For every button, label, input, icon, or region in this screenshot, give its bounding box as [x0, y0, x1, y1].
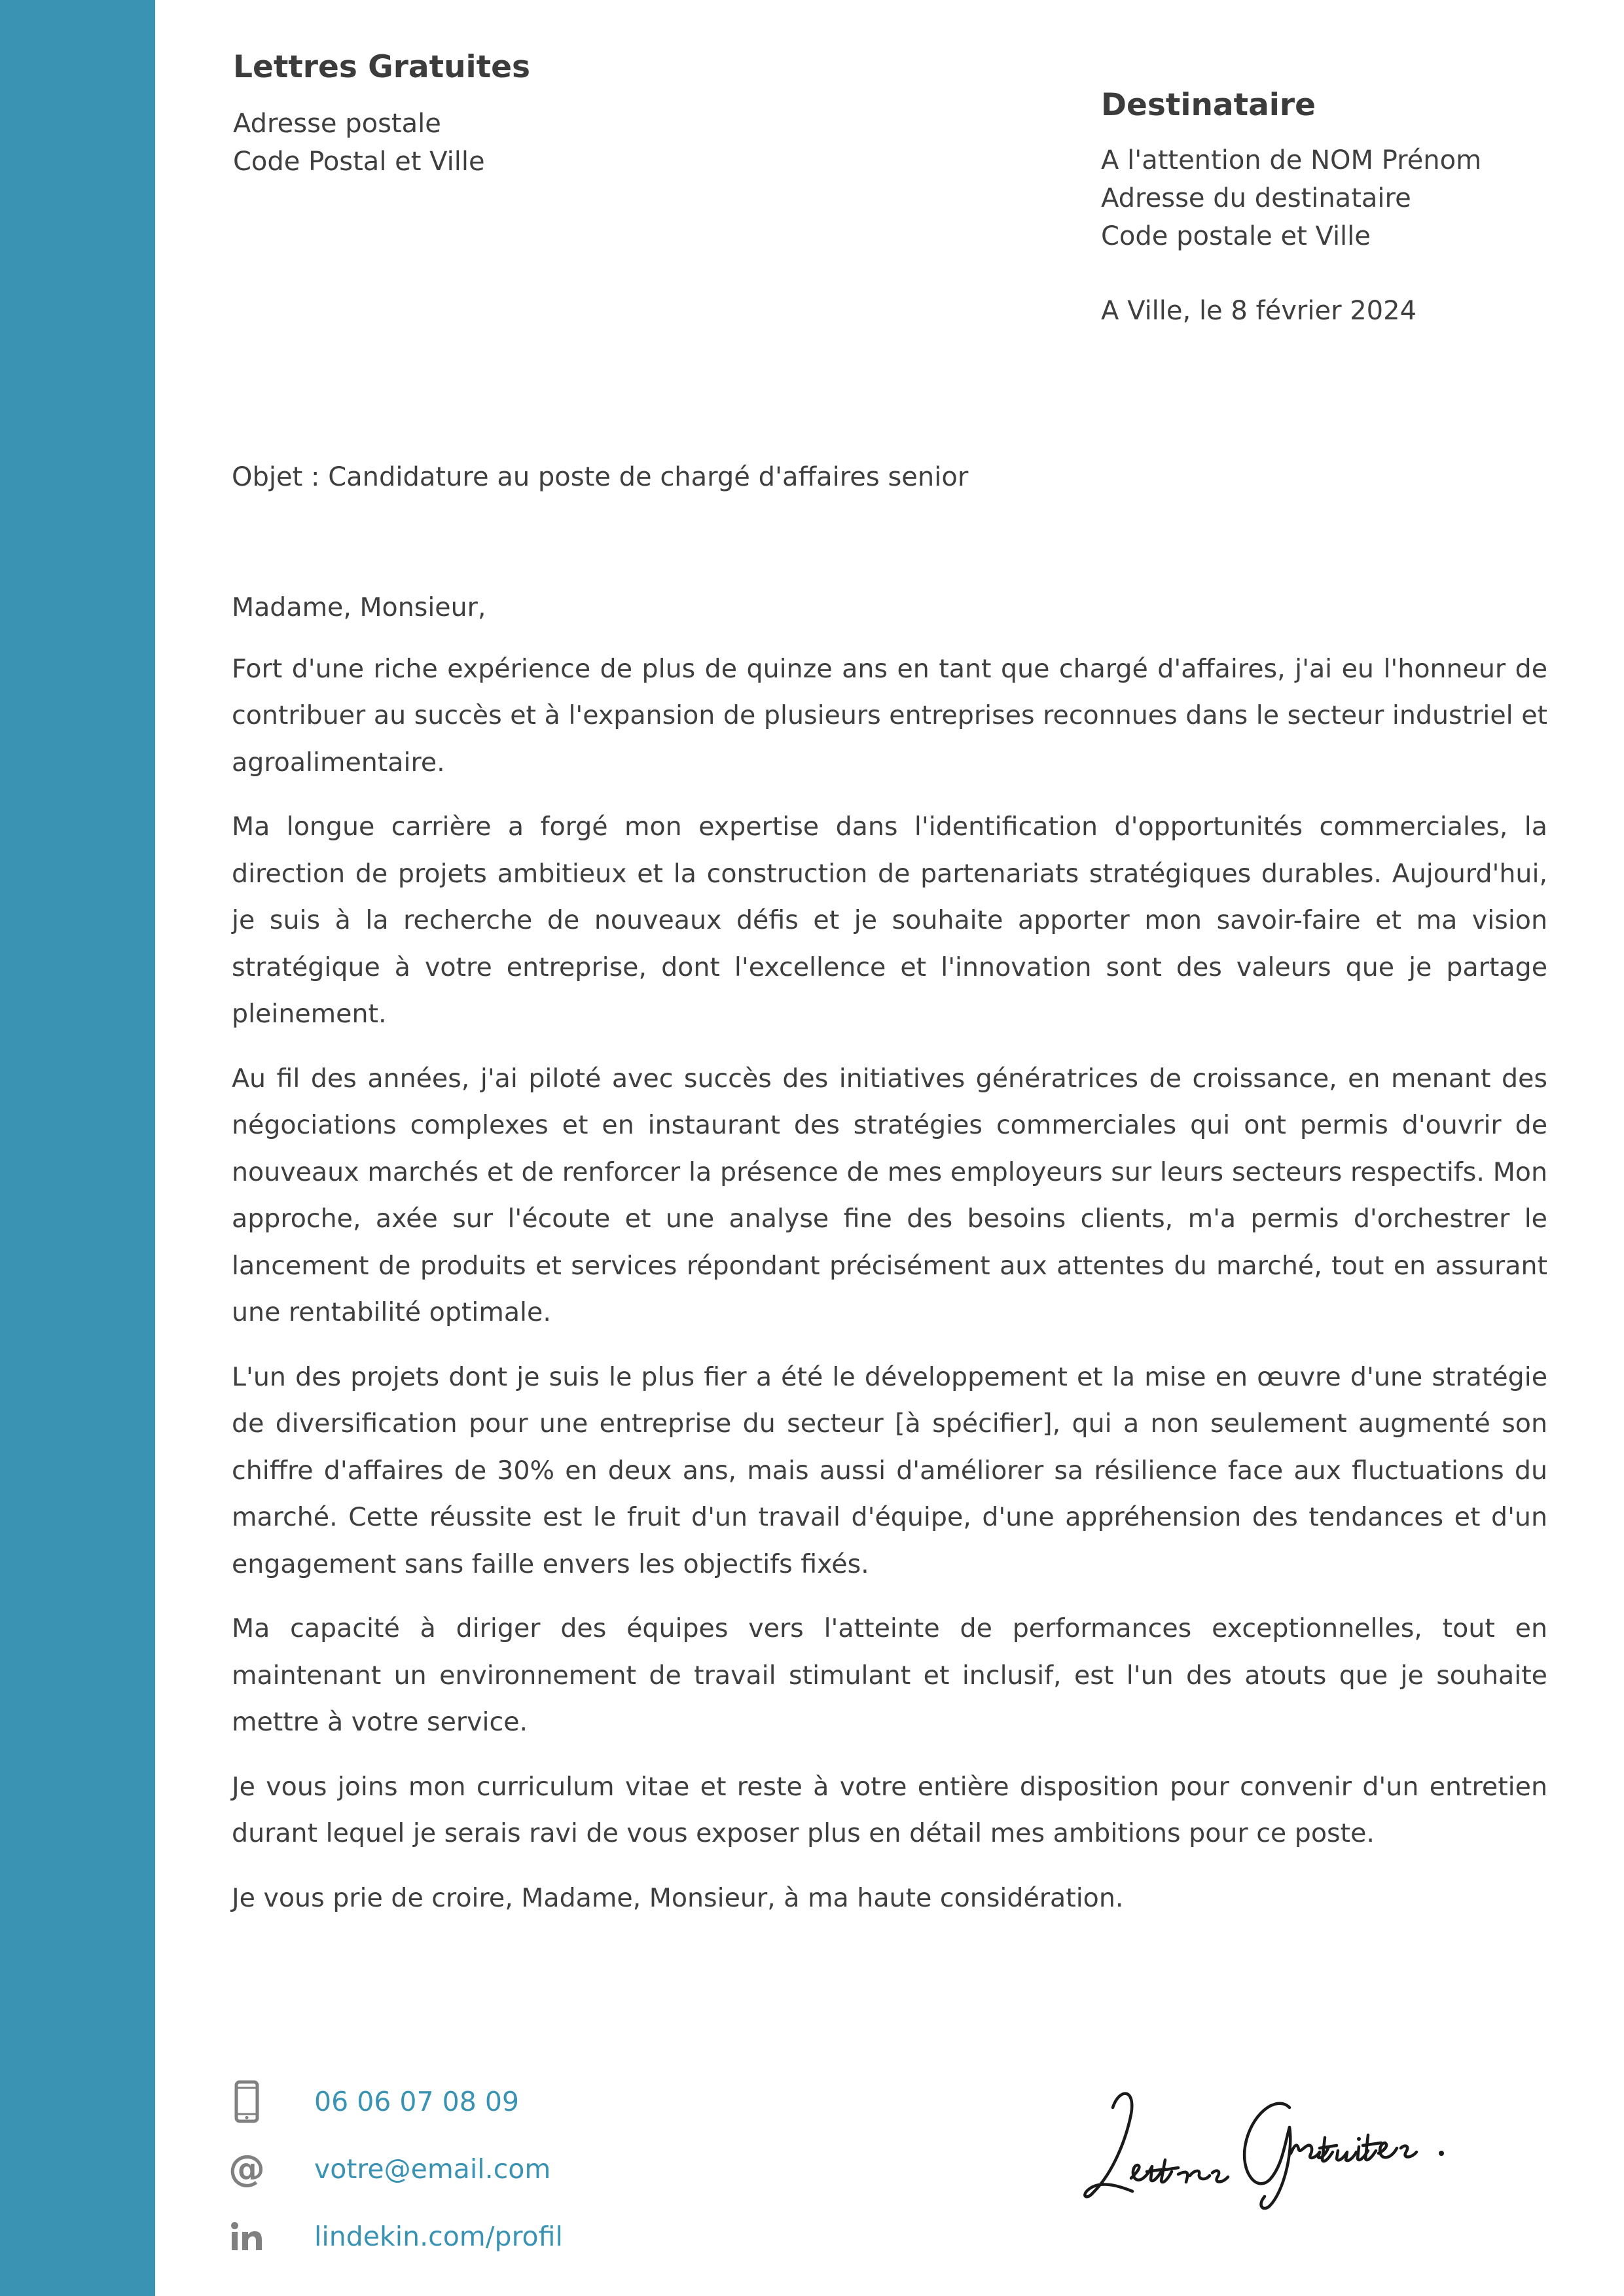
- accent-sidebar: [0, 0, 155, 2296]
- contact-phone: [229, 2079, 818, 2125]
- sender-block: [233, 46, 822, 181]
- recipient-address: [1101, 141, 1598, 255]
- linkedin-link[interactable]: lindekin.com/profil: [314, 2221, 563, 2252]
- email-link[interactable]: votre@email.com: [314, 2153, 551, 2185]
- letter-date: A Ville, le 8 février 2024: [1101, 296, 1417, 326]
- sender-name: Lettres Gratuites: [233, 49, 530, 85]
- linkedin-icon: [229, 2214, 264, 2259]
- letter-body: [232, 584, 1547, 1922]
- contact-list: [229, 2079, 818, 2281]
- at-sign-icon: @: [228, 2147, 265, 2190]
- body-paragraph: Je vous joins mon curriculum vitae et reste à votre entière disposition pour convenir d'un entretien durant lequel je serais ravi de vous exposer plus en détail mes ambitions pour ce poste.: [232, 1771, 1547, 1848]
- recipient-address-line: Adresse du destinataire: [1101, 183, 1411, 213]
- body-paragraph: L'un des projets dont je suis le plus fier a été le développement et la mise en œuvre d'une stratégie de diversification pour une entreprise du secteur [à spécifier], qui a non seulement augmenté son chiffre d'affaires de 30% en deux ans, mais aussi d'améliorer sa résilience face aux fluctuations du marché. Cette réussite est le fruit d'un travail d'équipe, d'une appréhension des tendances et d'un engagement sans faille envers les objectifs fixés.: [232, 1361, 1547, 1579]
- salutation: Madame, Monsieur,: [232, 592, 486, 622]
- sender-address: [233, 105, 822, 181]
- body-paragraph: Fort d'une riche expérience de plus de quinze ans en tant que chargé d'affaires, j'ai eu l'honneur de contribuer au succès et à l'expansion de plusieurs entreprises reconnues dans le secteur industriel et agroalimentaire.: [232, 653, 1547, 778]
- letter-subject: Objet : Candidature au poste de chargé d'affaires senior: [232, 462, 969, 492]
- sender-city-line: Code Postal et Ville: [233, 147, 485, 177]
- body-paragraph: Ma longue carrière a forgé mon expertise dans l'identification d'opportunités commerciales, la direction de projets ambitieux et la construction de partenariats stratégiques durables. Aujourd'hui, je suis à la recherche de nouveaux défis et je souhaite apporter mon savoir-faire et ma vision stratégique à votre entreprise, dont l'excellence et l'innovation sont des valeurs que je partage pleinement.: [232, 812, 1547, 1029]
- contact-linkedin: [229, 2214, 818, 2259]
- contact-email: [229, 2146, 818, 2192]
- recipient-title: Destinataire: [1101, 87, 1316, 123]
- handwritten-signature: [1074, 2062, 1466, 2212]
- mobile-phone-icon: [229, 2079, 264, 2125]
- phone-number[interactable]: 06 06 07 08 09: [314, 2086, 519, 2117]
- sender-address-line: Adresse postale: [233, 109, 441, 139]
- recipient-city-line: Code postale et Ville: [1101, 221, 1371, 251]
- body-paragraph: Au fil des années, j'ai piloté avec succès des initiatives génératrices de croissance, en menant des négociations complexes et en instaurant des stratégies commerciales qui ont permis d'ouvrir de nouveaux marchés et de renforcer la présence de mes employeurs sur leurs secteurs respectifs. Mon approche, axée sur l'écoute et une analyse fine des besoins clients, m'a permis d'orchestrer le lancement de produits et services répondant précisément aux attentes du marché, tout en assurant une rentabilité optimale.: [232, 1063, 1547, 1327]
- closing-line: Je vous prie de croire, Madame, Monsieur, à ma haute considération.: [232, 1882, 1124, 1913]
- body-paragraph: Ma capacité à diriger des équipes vers l'atteinte de performances exceptionnelles, tout en maintenant un environnement de travail stimulant et inclusif, est l'un des atouts que je souhaite mettre à votre service.: [232, 1613, 1547, 1737]
- recipient-attention: A l'attention de NOM Prénom: [1101, 145, 1482, 175]
- recipient-block: [1101, 84, 1598, 330]
